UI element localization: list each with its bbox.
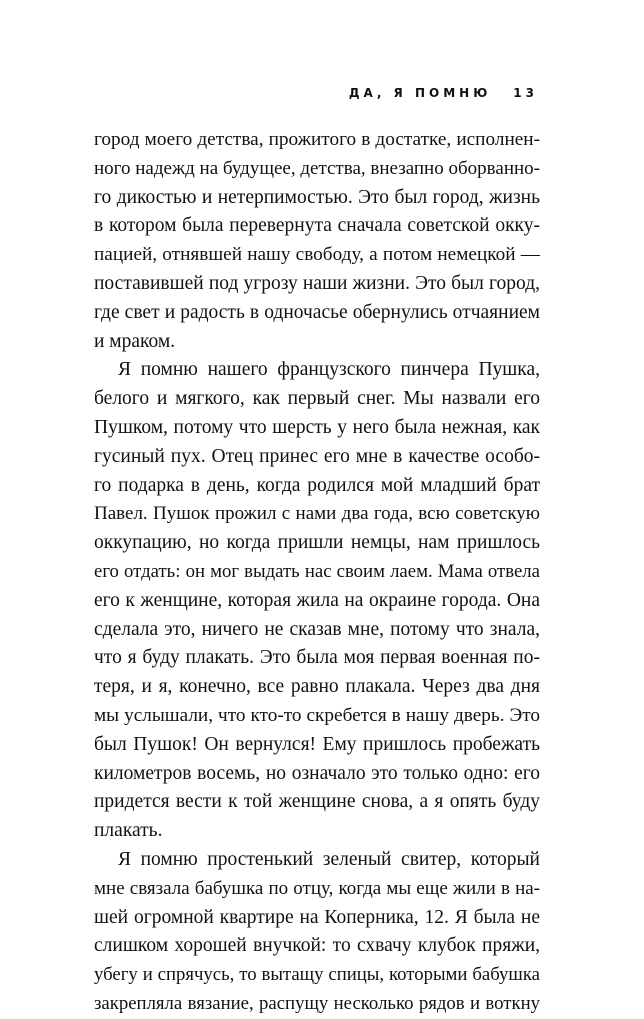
text-line: плакать.: [94, 820, 163, 842]
text-line: город моего детства, прожитого в достатке, исполнен-: [94, 129, 540, 150]
text-line: Я помню нашего французского пинчера Пушка,: [118, 359, 540, 381]
text-line: сделала это, ничего не сказав мне, потому что знала,: [94, 618, 540, 640]
text-line: Павел. Пушок прожил с нами два года, всю советскую: [94, 503, 540, 525]
text-line: ного надежд на будущее, детства, внезапно оборванно-: [94, 157, 540, 179]
body-text: [94, 126, 540, 1019]
text-line: был Пушок! Он вернулся! Ему пришлось пробежать: [94, 733, 540, 755]
running-header: [349, 86, 538, 100]
text-line: убегу и спрячусь, то вытащу спицы, которыми бабушка: [94, 964, 540, 986]
text-line: и мраком.: [94, 330, 176, 352]
text-line: мы услышали, что кто-то скребется в нашу дверь. Это: [94, 704, 540, 726]
text-line: теря, и я, конечно, все равно плакала. Через два дня: [94, 676, 540, 698]
text-line: Пушком, потому что шерсть у него была нежная, как: [94, 416, 540, 438]
text-line: километров восемь, но означало это только одно: его: [94, 762, 540, 784]
text-line: слишком хорошей внучкой: то схвачу клубок пряжи,: [94, 935, 540, 957]
page-number: 13: [513, 86, 538, 100]
chapter-title: ДА, Я ПОМНЮ: [348, 86, 492, 100]
text-line: оккупацию, но когда пришли немцы, нам пришлось: [94, 532, 540, 554]
text-line: поставившей под угрозу наши жизни. Это был город,: [94, 272, 540, 294]
text-line: мне связала бабушка по отцу, когда мы еще жили в на-: [94, 877, 540, 899]
text-line: го дикостью и нетерпимостью. Это был город, жизнь: [94, 186, 540, 208]
text-line: придется вести к той женщине снова, а я опять буду: [94, 791, 540, 813]
text-line: гусиный пух. Отец принес его мне в качестве особо-: [94, 445, 540, 467]
text-line: в котором была перевернута сначала советской окку-: [94, 215, 540, 237]
text-line: шей огромной квартире на Коперника, 12. Я была не: [94, 906, 540, 928]
text-line: белого и мягкого, как первый снег. Мы назвали его: [94, 388, 540, 410]
text-line: го подарка в день, когда родился мой младший брат: [94, 474, 540, 496]
text-line: закрепляла вязание, распущу несколько рядов и воткну: [94, 992, 540, 1014]
text-line: где свет и радость в одночасье обернулись отчаянием: [94, 301, 540, 323]
text-line: Я помню простенький зеленый свитер, который: [118, 848, 540, 870]
text-line: пацией, отнявшей нашу свободу, а потом немецкой —: [94, 244, 540, 266]
text-line: что я буду плакать. Это была моя первая военная по-: [94, 647, 540, 669]
text-line: его отдать: он мог выдать нас своим лаем. Мама отвела: [94, 560, 540, 582]
text-line: его к женщине, которая жила на окраине города. Она: [94, 589, 540, 611]
